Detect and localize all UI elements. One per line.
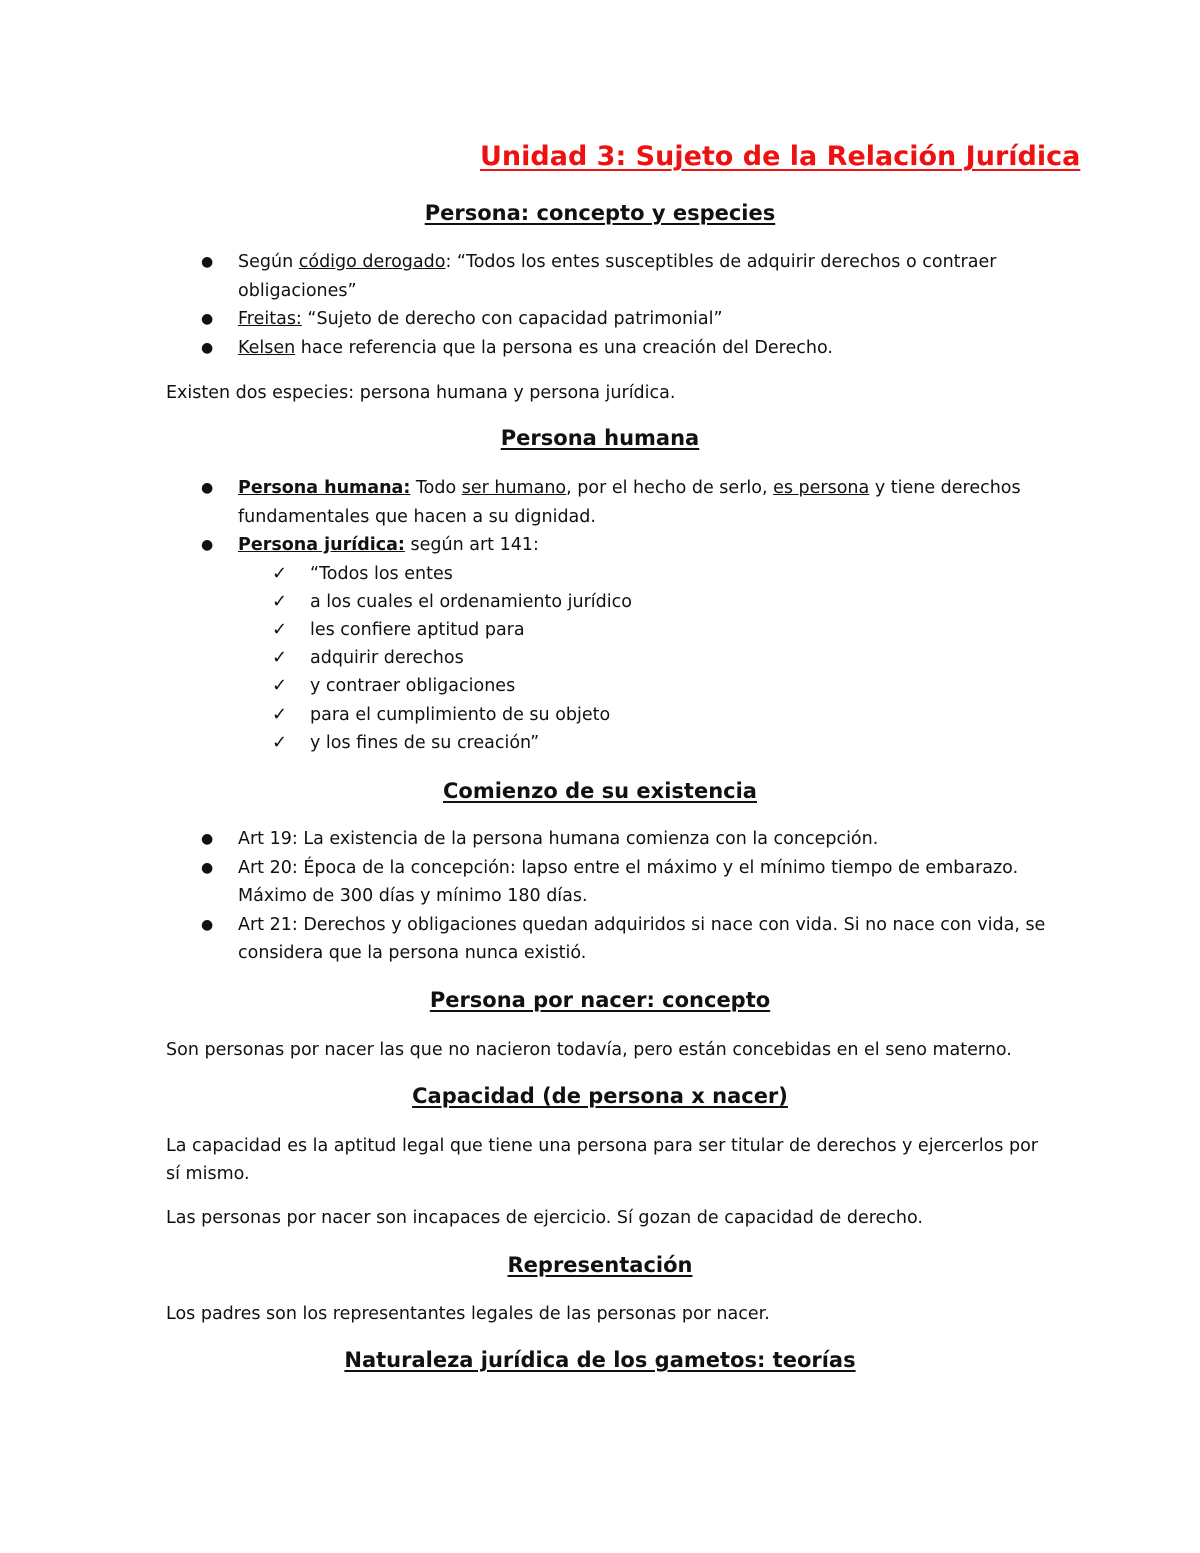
checklist-item: ✓ y los fines de su creación”	[166, 729, 1046, 757]
list-comienzo	[166, 825, 1046, 968]
list-item: ● Art 20: Época de la concepción: lapso entre el máximo y el mínimo tiempo de embarazo. Máximo de 300 días y mínimo 180 días.	[166, 854, 1046, 911]
bullet-icon: ●	[201, 480, 214, 496]
list-item: ● Art 19: La existencia de la persona humana comienza con la concepción.	[166, 825, 1046, 854]
bullet-icon: ●	[201, 254, 214, 270]
checkmark-icon: ✓	[272, 703, 288, 725]
paragraph-especies: Existen dos especies: persona humana y persona jurídica.	[166, 383, 676, 403]
heading-concepto: Persona: concepto y especies	[424, 201, 776, 225]
checkmark-icon: ✓	[272, 675, 288, 697]
bullet-icon: ●	[201, 831, 214, 847]
list-humana	[166, 474, 1046, 757]
heading-comienzo: Comienzo de su existencia	[443, 779, 757, 803]
checkmark-icon: ✓	[272, 731, 288, 753]
list-item: ● Kelsen hace referencia que la persona es una creación del Derecho.	[166, 334, 1046, 363]
checklist-item: ✓ y contraer obligaciones	[166, 672, 1046, 700]
checkmark-icon: ✓	[272, 590, 288, 612]
paragraph-capacidad-1: La capacidad es la aptitud legal que tiene una persona para ser titular de derechos y ejercerlos por sí mismo.	[166, 1136, 1038, 1184]
checkmark-icon: ✓	[272, 562, 288, 584]
checklist-item: ✓ les confiere aptitud para	[166, 616, 1046, 644]
paragraph-representacion: Los padres son los representantes legales de las personas por nacer.	[166, 1304, 770, 1324]
document-title: Unidad 3: Sujeto de la Relación Jurídica	[480, 141, 1081, 172]
heading-representacion: Representación	[507, 1253, 693, 1277]
list-item: ● Persona humana: Todo ser humano, por el hecho de serlo, es persona y tiene derechos fundamentales que hacen a su dignidad.	[166, 474, 1046, 531]
list-concepto	[166, 248, 1046, 362]
checkmark-icon: ✓	[272, 618, 288, 640]
bullet-icon: ●	[201, 537, 214, 553]
bullet-icon: ●	[201, 339, 214, 356]
list-item: ● Freitas: “Sujeto de derecho con capacidad patrimonial”	[166, 305, 1046, 334]
heading-humana: Persona humana	[500, 426, 700, 450]
bullet-icon: ●	[201, 916, 214, 933]
heading-gametos: Naturaleza jurídica de los gametos: teorías	[344, 1348, 856, 1372]
checklist-item: ✓ para el cumplimiento de su objeto	[166, 701, 1046, 729]
heading-capacidad: Capacidad (de persona x nacer)	[412, 1084, 788, 1108]
checkmark-icon: ✓	[272, 647, 288, 669]
bullet-icon: ●	[201, 859, 214, 876]
list-item: ● Art 21: Derechos y obligaciones quedan adquiridos si nace con vida. Si no nace con vida, se considera que la persona nunca existió.	[166, 911, 1046, 968]
checklist-item: ✓ adquirir derechos	[166, 644, 1046, 672]
checklist-item: ✓ “Todos los entes	[166, 560, 1046, 588]
bullet-icon: ●	[201, 311, 214, 327]
checklist-141	[238, 560, 1046, 757]
list-item: ● Según código derogado: “Todos los entes susceptibles de adquirir derechos o contraer obligaciones”	[166, 248, 1046, 305]
list-item: ● Persona jurídica: según art 141: ✓ “Todos los entes ✓ a los cuales el ordenamiento jurídico ✓ les confiere aptitud para ✓ adquirir derechos ✓ y contraer obligaciones ✓ para el cumplimiento de su objeto ✓ y los fines de su creación”	[166, 531, 1046, 757]
paragraph-capacidad-2: Las personas por nacer son incapaces de ejercicio. Sí gozan de capacidad de derecho.	[166, 1208, 923, 1228]
checklist-item: ✓ a los cuales el ordenamiento jurídico	[166, 588, 1046, 616]
paragraph-por-nacer: Son personas por nacer las que no nacieron todavía, pero están concebidas en el seno materno.	[166, 1040, 1012, 1060]
heading-por-nacer: Persona por nacer: concepto	[429, 988, 771, 1012]
